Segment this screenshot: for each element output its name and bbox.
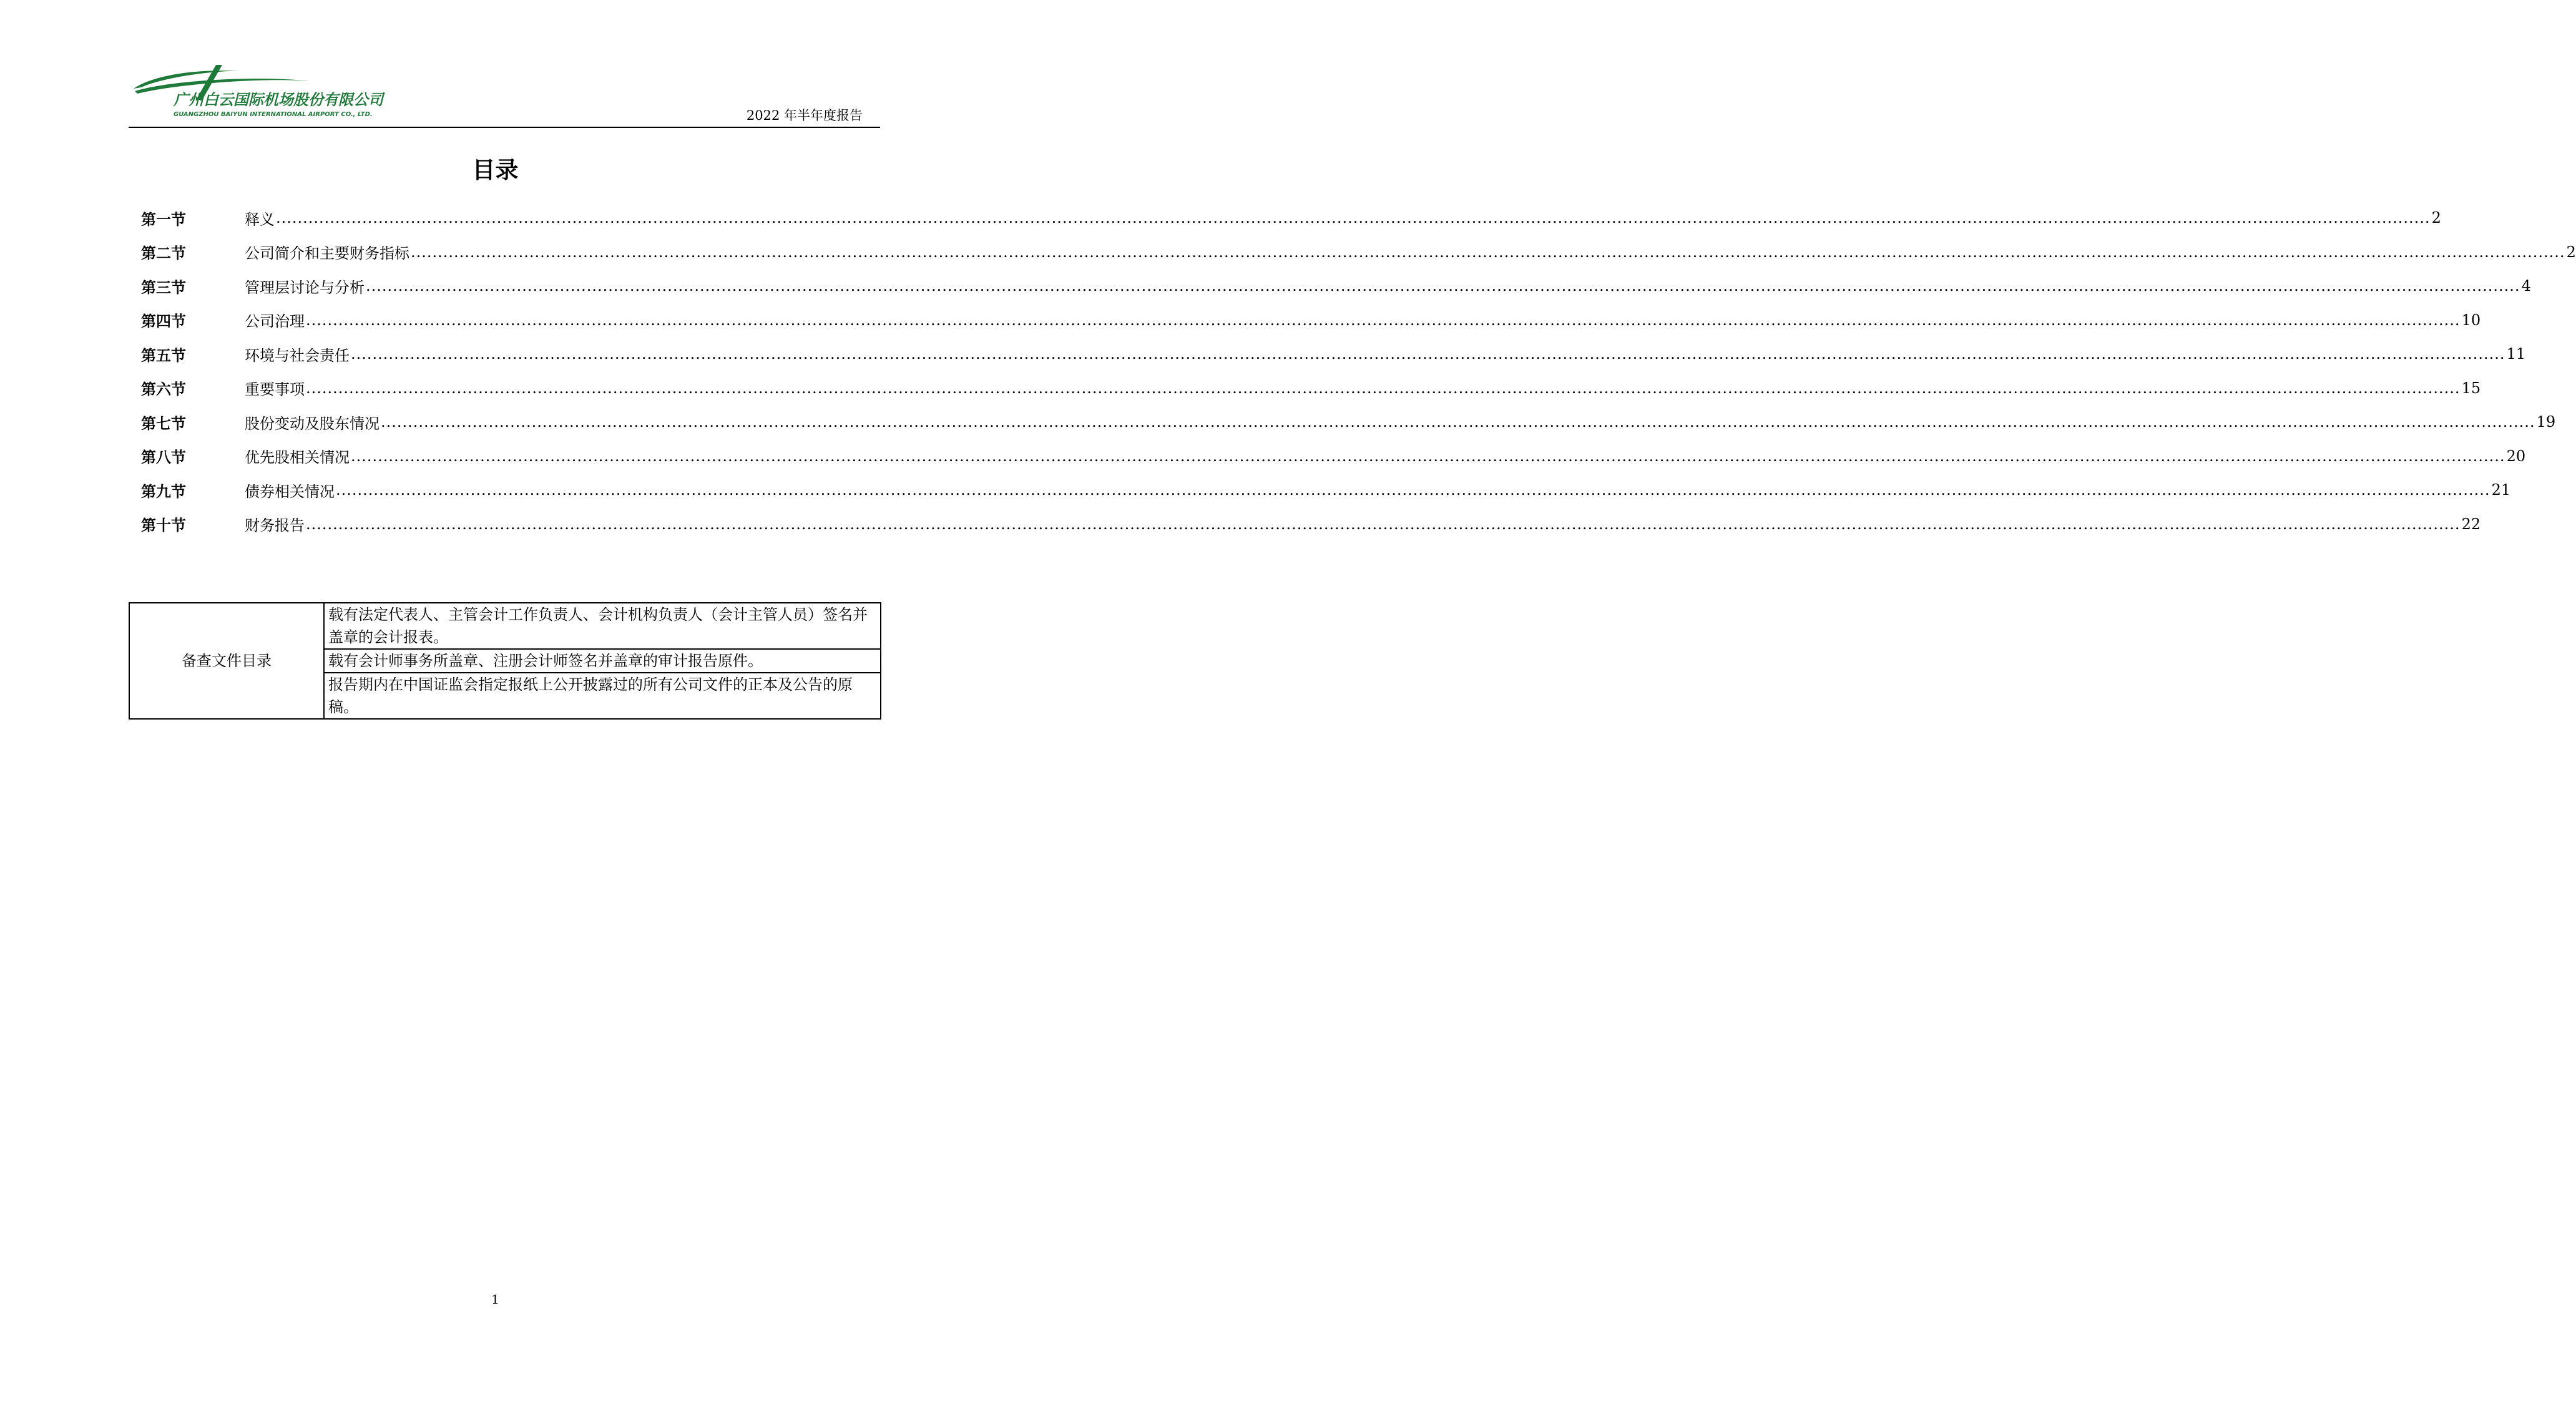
toc-section-number: 第二节	[141, 244, 186, 263]
toc-section-number: 第五节	[141, 346, 186, 364]
toc-page-number: 19	[2536, 413, 2556, 431]
toc-section-number: 第十节	[141, 516, 186, 535]
company-logo	[129, 56, 416, 125]
reference-docs-table	[129, 602, 881, 720]
toc-leader-dots: ................................................................................................................................................................................................................................................................................................................................................................................................................	[381, 413, 2535, 431]
table-of-contents	[141, 201, 2576, 541]
toc-leader-dots: ................................................................................................................................................................................................................................................................................................................................................................................................................	[351, 345, 2505, 363]
toc-section-number: 第八节	[141, 448, 186, 467]
toc-section-title: 释义	[245, 210, 275, 228]
toc-section-title: 债券相关情况	[245, 482, 335, 500]
toc-row[interactable]	[141, 507, 2481, 542]
page-number: 1	[491, 1292, 499, 1307]
toc-leader-dots: ................................................................................................................................................................................................................................................................................................................................................................................................................	[306, 515, 2461, 533]
toc-page-number: 4	[2521, 277, 2531, 295]
toc-row[interactable]	[141, 405, 2556, 439]
toc-row[interactable]	[141, 439, 2526, 474]
toc-page-number: 2	[2566, 243, 2576, 261]
toc-section-number: 第六节	[141, 380, 186, 399]
toc-section-title: 股份变动及股东情况	[245, 414, 380, 432]
toc-row[interactable]	[141, 235, 2576, 270]
toc-page-number: 22	[2461, 515, 2481, 533]
toc-page-number: 20	[2506, 447, 2526, 465]
toc-leader-dots: ................................................................................................................................................................................................................................................................................................................................................................................................................	[351, 447, 2505, 465]
toc-section-number: 第七节	[141, 414, 186, 432]
toc-section-title: 环境与社会责任	[245, 346, 350, 364]
toc-row[interactable]	[141, 303, 2481, 338]
toc-leader-dots: ................................................................................................................................................................................................................................................................................................................................................................................................................	[336, 481, 2490, 499]
toc-section-title: 公司简介和主要财务指标	[245, 245, 409, 263]
report-label: 2022 年半年度报告	[746, 108, 863, 123]
toc-section-number: 第一节	[141, 210, 186, 228]
page-header	[129, 56, 880, 128]
reference-docs-label: 备查文件目录	[129, 603, 324, 719]
reference-doc-item: 报告期内在中国证监会指定报纸上公开披露过的所有公司文件的正本及公告的原稿。	[324, 673, 881, 719]
toc-section-title: 重要事项	[245, 381, 305, 399]
toc-page-number: 21	[2491, 481, 2511, 499]
toc-row[interactable]	[141, 473, 2511, 507]
toc-leader-dots: ................................................................................................................................................................................................................................................................................................................................................................................................................	[411, 243, 2565, 261]
toc-row[interactable]	[141, 371, 2481, 406]
reference-doc-item: 载有法定代表人、主管会计工作负责人、会计机构负责人（会计主管人员）签名并盖章的会计报表。	[324, 603, 881, 649]
toc-page-number: 10	[2461, 311, 2481, 329]
toc-section-number: 第三节	[141, 278, 186, 296]
toc-section-title: 财务报告	[245, 517, 305, 535]
toc-section-number: 第四节	[141, 312, 186, 331]
toc-page-number: 11	[2506, 345, 2526, 363]
toc-row[interactable]	[141, 269, 2531, 303]
toc-leader-dots: ................................................................................................................................................................................................................................................................................................................................................................................................................	[366, 277, 2520, 295]
page-title: 目录	[472, 156, 519, 183]
toc-page-number: 2	[2431, 209, 2441, 227]
toc-leader-dots: ................................................................................................................................................................................................................................................................................................................................................................................................................	[306, 379, 2461, 397]
toc-row[interactable]	[141, 337, 2526, 371]
logo-cn-text: 广州白云国际机场股份有限公司	[174, 91, 383, 109]
toc-leader-dots: ................................................................................................................................................................................................................................................................................................................................................................................................................	[306, 311, 2461, 329]
reference-doc-item: 载有会计师事务所盖章、注册会计师签名并盖章的审计报告原件。	[324, 649, 881, 673]
toc-leader-dots: ................................................................................................................................................................................................................................................................................................................................................................................................................	[276, 209, 2431, 227]
toc-section-title: 管理层讨论与分析	[245, 278, 365, 296]
toc-page-number: 15	[2461, 379, 2481, 397]
logo-en-text: GUANGZHOU BAIYUN INTERNATIONAL AIRPORT CO., LTD.	[174, 111, 373, 118]
toc-section-title: 公司治理	[245, 313, 305, 331]
toc-section-title: 优先股相关情况	[245, 449, 350, 467]
toc-section-number: 第九节	[141, 482, 186, 500]
toc-row[interactable]	[141, 201, 2441, 235]
